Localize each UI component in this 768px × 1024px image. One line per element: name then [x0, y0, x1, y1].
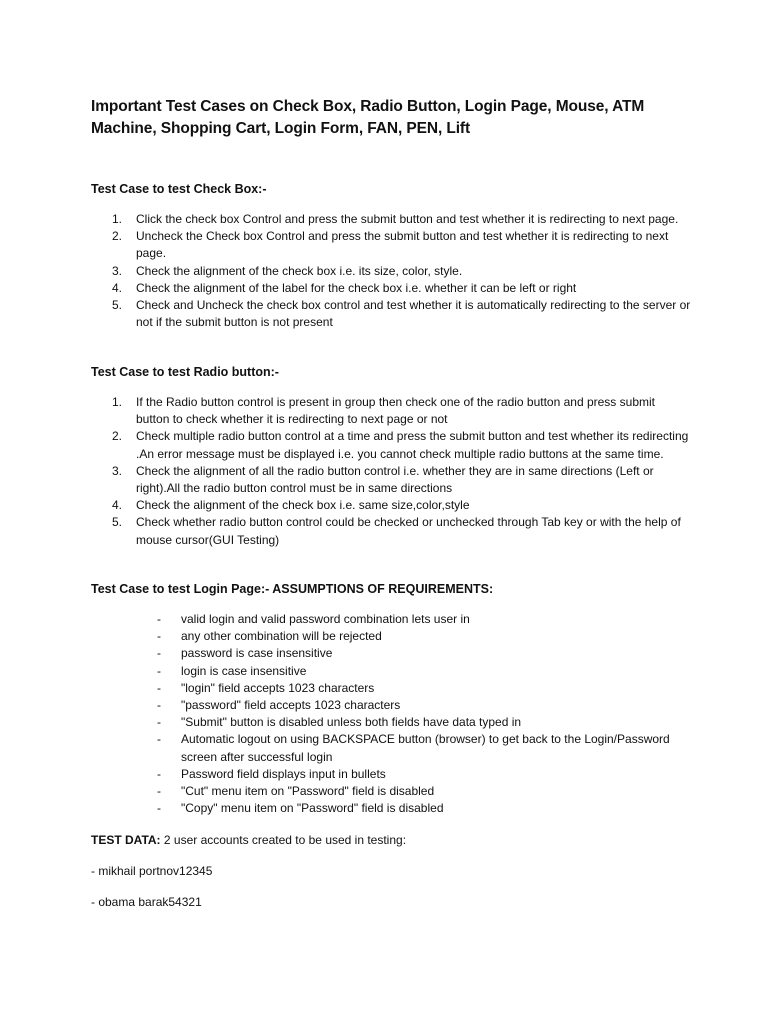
document-title: Important Test Cases on Check Box, Radio Button, Login Page, Mouse, ATM Machine, Shopping Cart, Login Form, FAN, PEN, Lift	[91, 98, 645, 137]
list-item	[157, 611, 677, 628]
list-item	[157, 628, 677, 645]
list-item	[157, 680, 677, 697]
list-item-text: Click the check box Control and press the submit button and test whether it is redirecting to next page.	[136, 212, 679, 226]
list-item-text: Check the alignment of the label for the check box i.e. whether it can be left or right	[136, 280, 577, 295]
test-data-label: TEST DATA:	[91, 833, 161, 847]
list-item-text: Password field displays input in bullets	[181, 766, 386, 781]
list-dash: -	[157, 680, 161, 695]
list-item	[91, 263, 691, 280]
list-item	[157, 663, 677, 680]
list-item	[91, 228, 691, 262]
list-item	[91, 394, 691, 428]
checkbox-section-heading: Test Case to test Check Box:-	[91, 182, 267, 196]
list-item	[157, 731, 677, 765]
list-item	[91, 463, 691, 497]
list-dash: -	[157, 766, 161, 781]
list-item	[157, 645, 677, 662]
list-item-text: Check whether radio button control could be checked or unchecked through Tab key or with the help of mouse cursor(GUI Testing)	[136, 515, 681, 547]
test-account-2: - obama barak54321	[91, 895, 202, 909]
radio-test-list	[91, 394, 691, 549]
list-item-text: "Copy" menu item on "Password" field is disabled	[181, 801, 444, 816]
list-item-text: "Submit" button is disabled unless both fields have data typed in	[181, 715, 522, 730]
radio-section-heading: Test Case to test Radio button:-	[91, 365, 279, 379]
list-item	[91, 211, 691, 228]
list-item	[91, 297, 691, 331]
list-number: 1.	[112, 395, 123, 409]
list-dash: -	[157, 784, 161, 799]
list-item-text: login is case insensitive	[181, 663, 307, 678]
list-item	[157, 783, 677, 800]
list-item	[91, 497, 691, 514]
list-item-text: Check multiple radio button control at a time and press the submit button and test whether its redirecting .An error message must be displayed i.e. you cannot check multiple radio buttons at the same time.	[136, 429, 689, 461]
list-item	[157, 800, 677, 817]
list-number: 4.	[112, 280, 123, 295]
login-heading-assumptions: ASSUMPTIONS OF REQUIREMENTS:	[269, 582, 494, 596]
list-dash: -	[157, 663, 161, 678]
list-item-text: valid login and valid password combination lets user in	[181, 612, 470, 626]
list-number: 2.	[112, 229, 123, 244]
list-number: 2.	[112, 429, 123, 444]
list-item-text: "login" field accepts 1023 characters	[181, 680, 375, 695]
list-number: 3.	[112, 463, 123, 478]
list-item-text: Check the alignment of the check box i.e. its size, color, style.	[136, 263, 463, 278]
list-item-text: Uncheck the Check box Control and press the submit button and test whether it is redirecting to next page.	[136, 229, 669, 261]
list-dash: -	[157, 698, 161, 713]
list-item-text: "password" field accepts 1023 characters	[181, 698, 401, 713]
list-item	[91, 428, 691, 462]
test-data-text: 2 user accounts created to be used in testing:	[160, 833, 407, 847]
list-dash: -	[157, 801, 161, 816]
list-number: 3.	[112, 263, 123, 278]
list-item	[157, 714, 677, 731]
list-item	[91, 280, 691, 297]
login-requirements-list	[157, 611, 677, 817]
list-item-text: "Cut" menu item on "Password" field is disabled	[181, 784, 435, 799]
list-item-text: Automatic logout on using BACKSPACE button (browser) to get back to the Login/Password screen after successful login	[181, 732, 670, 764]
list-number: 1.	[112, 212, 123, 226]
list-item	[157, 697, 677, 714]
test-account-1: - mikhail portnov12345	[91, 864, 213, 878]
list-dash: -	[157, 646, 161, 661]
list-dash: -	[157, 715, 161, 730]
list-number: 4.	[112, 498, 123, 513]
list-dash: -	[157, 612, 161, 626]
list-item-text: Check the alignment of the check box i.e. same size,color,style	[136, 498, 470, 513]
login-heading-label: Test Case to test Login Page:-	[91, 582, 270, 596]
list-item	[157, 766, 677, 783]
list-item-text: Check the alignment of all the radio button control i.e. whether they are in same directions (Left or right).All the radio button control must be in same directions	[136, 463, 654, 496]
list-item-text: Check and Uncheck the check box control and test whether it is automatically redirecting to the server or not if the submit button is not present	[136, 298, 691, 330]
list-dash: -	[157, 732, 161, 747]
list-item-text: any other combination will be rejected	[181, 629, 382, 644]
list-dash: -	[157, 629, 161, 644]
login-section-heading	[91, 581, 493, 598]
list-item-text: password is case insensitive	[181, 646, 333, 661]
checkbox-test-list	[91, 211, 691, 331]
list-number: 5.	[112, 515, 123, 530]
list-item	[91, 514, 691, 548]
test-data-line	[91, 832, 406, 849]
list-item-text: If the Radio button control is present in group then check one of the radio button and press submit button to check whether it is redirecting to next page or not	[136, 395, 655, 427]
list-number: 5.	[112, 298, 123, 313]
